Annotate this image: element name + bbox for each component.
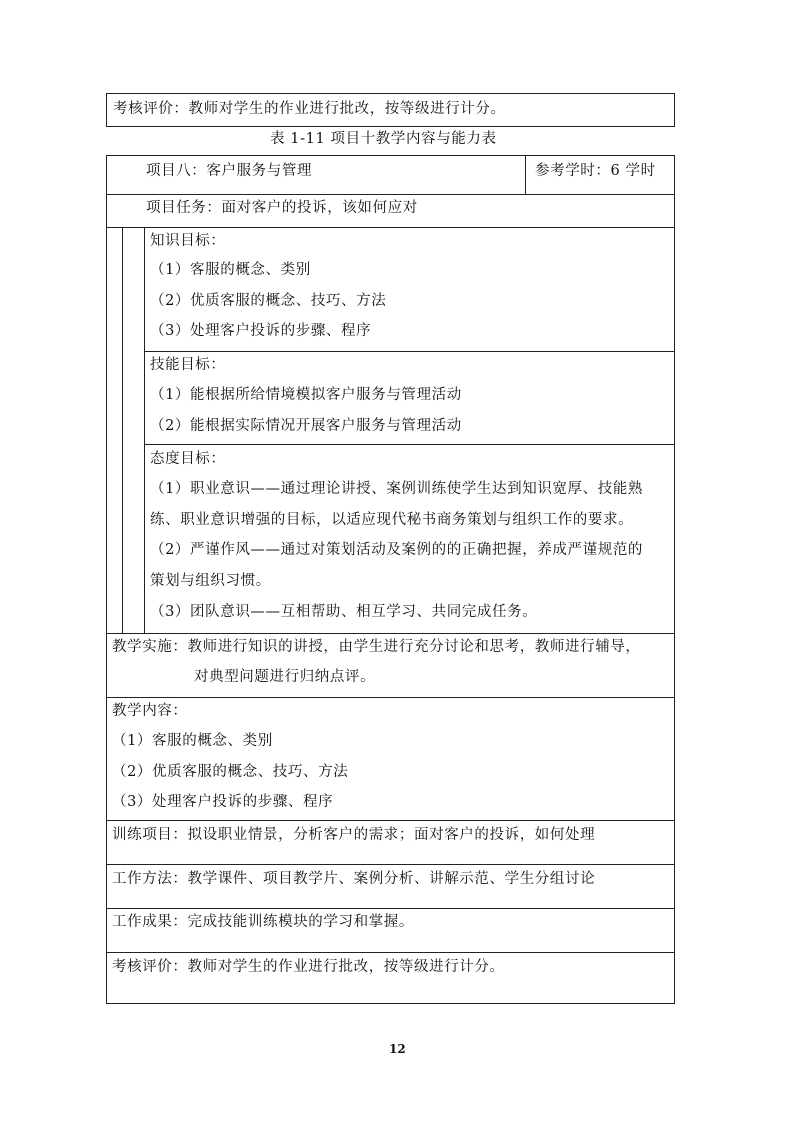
implementation-line-1: 教学实施：教师进行知识的讲授，由学生进行充分讨论和思考，教师进行辅导， bbox=[112, 639, 641, 655]
table-caption: 表 1-11 项目十教学内容与能力表 bbox=[270, 131, 497, 147]
row-divider bbox=[106, 633, 675, 634]
content-item: （2）优质客服的概念、技巧、方法 bbox=[112, 764, 349, 780]
knowledge-item: （1）客服的概念、类别 bbox=[150, 262, 311, 278]
row-divider bbox=[144, 444, 675, 445]
project-hours-divider bbox=[525, 155, 526, 194]
attitude-item-1-line-1: （1）职业意识——通过理论讲授、案例训练使学生达到知识宽厚、技能熟 bbox=[150, 481, 644, 497]
skill-title: 技能目标： bbox=[150, 357, 226, 373]
prev-table-tail bbox=[106, 93, 675, 127]
methods-text: 工作方法：教学课件、项目教学片、案例分析、讲解示范、学生分组讨论 bbox=[112, 871, 596, 887]
row-divider bbox=[106, 908, 675, 909]
hours-text: 参考学时：6 学时 bbox=[535, 163, 656, 179]
knowledge-title: 知识目标： bbox=[150, 233, 226, 249]
knowledge-item: （2）优质客服的概念、技巧、方法 bbox=[150, 293, 387, 309]
attitude-item-2-line-2: 策划与组织习惯。 bbox=[150, 573, 271, 589]
task-text: 项目任务：面对客户的投诉，该如何应对 bbox=[146, 200, 418, 216]
objectives-indent-line bbox=[144, 227, 145, 633]
skill-item: （1）能根据所给情境模拟客户服务与管理活动 bbox=[150, 387, 462, 403]
training-text: 训练项目：拟设职业情景，分析客户的需求；面对客户的投诉，如何处理 bbox=[112, 827, 596, 843]
content-item: （3）处理客户投诉的步骤、程序 bbox=[112, 794, 334, 810]
attitude-item-1-line-2: 练、职业意识增强的目标，以适应现代秘书商务策划与组织工作的要求。 bbox=[150, 512, 634, 528]
attitude-item-2-line-1: （2）严谨作风——通过对策划活动及案例的的正确把握，养成严谨规范的 bbox=[150, 542, 644, 558]
objectives-indent-line bbox=[122, 227, 123, 633]
content-item: （1）客服的概念、类别 bbox=[112, 733, 273, 749]
prev-assessment-text: 考核评价：教师对学生的作业进行批改，按等级进行计分。 bbox=[113, 101, 506, 117]
skill-item: （2）能根据实际情况开展客户服务与管理活动 bbox=[150, 418, 462, 434]
page-number: 12 bbox=[389, 1042, 406, 1056]
content-title: 教学内容： bbox=[112, 703, 188, 719]
row-divider bbox=[106, 697, 675, 698]
implementation-line-2: 对典型问题进行归纳点评。 bbox=[194, 669, 376, 685]
results-text: 工作成果：完成技能训练模块的学习和掌握。 bbox=[112, 914, 414, 930]
row-divider bbox=[106, 864, 675, 865]
attitude-item-3: （3）团队意识——互相帮助、相互学习、共同完成任务。 bbox=[150, 604, 538, 620]
project-title: 项目八：客户服务与管理 bbox=[146, 163, 313, 179]
knowledge-item: （3）处理客户投诉的步骤、程序 bbox=[150, 323, 372, 339]
row-divider bbox=[106, 952, 675, 953]
row-divider bbox=[106, 820, 675, 821]
row-divider bbox=[106, 227, 675, 228]
row-divider bbox=[106, 194, 675, 195]
row-divider bbox=[144, 351, 675, 352]
assessment-text: 考核评价：教师对学生的作业进行批改，按等级进行计分。 bbox=[112, 959, 505, 975]
attitude-title: 态度目标： bbox=[150, 451, 226, 467]
